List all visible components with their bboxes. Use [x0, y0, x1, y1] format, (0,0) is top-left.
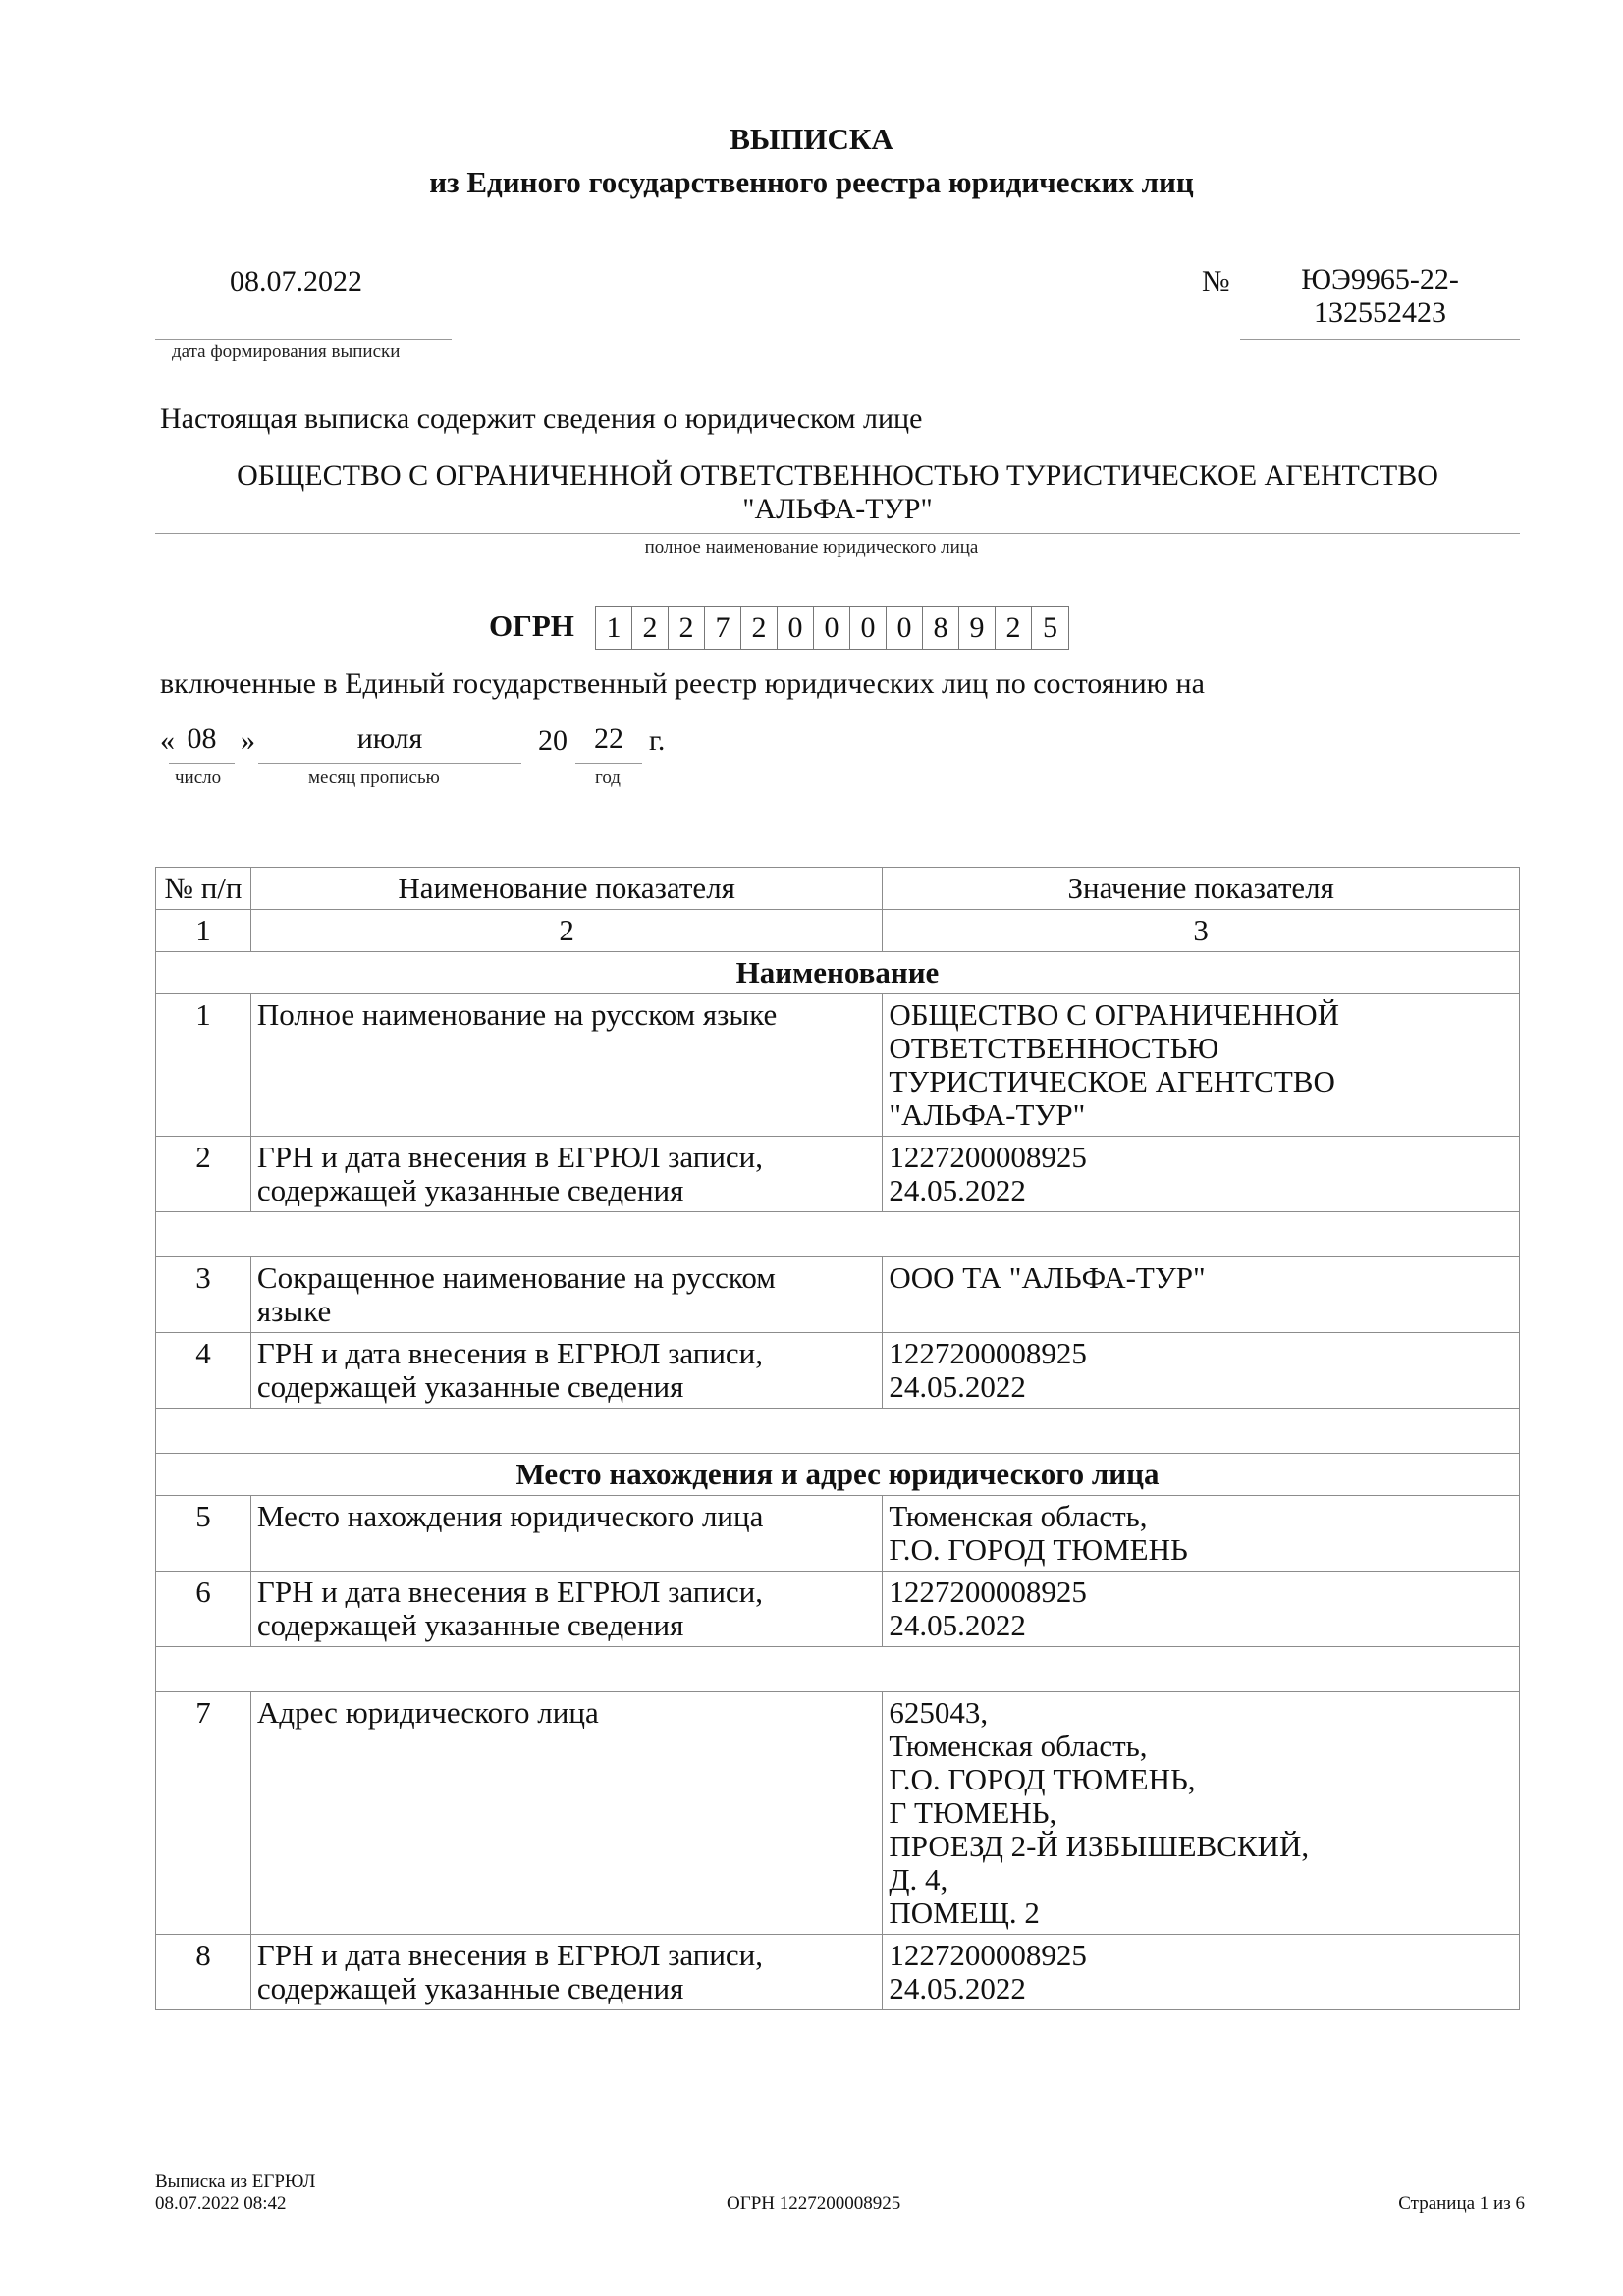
footer-document-name: Выписка из ЕГРЮЛ	[155, 2171, 316, 2192]
name-line: ГРН и дата внесения в ЕГРЮЛ записи,	[256, 1336, 764, 1370]
row-number: 1	[156, 994, 251, 1137]
value-line: Д. 4,	[889, 1862, 948, 1896]
row-value	[883, 1692, 1520, 1935]
value-line: ОБЩЕСТВО С ОГРАНИЧЕННОЙ	[889, 997, 1339, 1032]
row-number: 3	[156, 1257, 251, 1333]
name-line: Сокращенное наименование на русском	[256, 1260, 776, 1295]
ogrn-digit: 2	[741, 607, 778, 649]
row-value	[883, 1572, 1520, 1647]
ogrn-digit: 1	[596, 607, 632, 649]
year-field	[575, 722, 642, 764]
value-line: ПОМЕЩ. 2	[889, 1896, 1040, 1930]
month-field	[258, 722, 521, 764]
name-line: содержащей указанные сведения	[256, 1173, 684, 1207]
table-header-row	[156, 868, 1520, 910]
header-cell-number: № п/п	[156, 868, 251, 910]
included-text: включенные в Единый государственный реестр юридических лиц по состоянию на	[160, 667, 1205, 700]
spacer-row	[156, 1409, 1520, 1454]
document-subtitle: из Единого государственного реестра юридических лиц	[429, 165, 1194, 199]
value-line: ОТВЕТСТВЕННОСТЬЮ	[889, 1031, 1219, 1065]
value-line: Г ТЮМЕНЬ,	[889, 1795, 1057, 1830]
month-value: июля	[356, 722, 423, 755]
value-line: 1227200008925	[889, 1140, 1087, 1174]
value-line: 1227200008925	[889, 1938, 1087, 1972]
column-number-row	[156, 910, 1520, 952]
row-value	[883, 1257, 1520, 1333]
ogrn-digit: 2	[996, 607, 1032, 649]
name-line: содержащей указанные сведения	[256, 1608, 684, 1642]
document-title: ВЫПИСКА	[730, 122, 893, 156]
ogrn-digit-boxes	[595, 606, 1069, 650]
row-number: 4	[156, 1333, 251, 1409]
value-line: 24.05.2022	[889, 1608, 1026, 1642]
row-name	[250, 1333, 882, 1409]
ogrn-digit: 5	[1043, 611, 1057, 644]
row-name	[250, 1572, 882, 1647]
row-value	[883, 994, 1520, 1137]
year-caption: год	[595, 768, 621, 788]
table-row	[156, 1572, 1520, 1647]
row-number: 2	[156, 1137, 251, 1212]
row-name	[250, 1257, 882, 1333]
name-line: содержащей указанные сведения	[256, 1369, 684, 1404]
ogrn-digit: 8	[923, 607, 959, 649]
row-value	[883, 1137, 1520, 1212]
extract-date-field	[155, 263, 452, 340]
ogrn-digit: 0	[887, 607, 923, 649]
row-name: Адрес юридического лица	[250, 1692, 882, 1935]
column-number: 2	[250, 910, 882, 952]
row-number: 5	[156, 1496, 251, 1572]
row-number: 8	[156, 1935, 251, 2010]
row-value	[883, 1496, 1520, 1572]
info-table	[155, 867, 1520, 2010]
ogrn-label: ОГРН	[489, 609, 574, 643]
extract-number-field	[1240, 263, 1520, 340]
section-title: Место нахождения и адрес юридического лица	[156, 1454, 1520, 1496]
extract-date: 08.07.2022	[230, 265, 362, 297]
spacer-row	[156, 1647, 1520, 1692]
organization-full-name	[155, 459, 1520, 534]
row-value	[883, 1333, 1520, 1409]
ogrn-digit: 2	[669, 607, 705, 649]
value-line: "АЛЬФА-ТУР"	[889, 1097, 1086, 1132]
table-row	[156, 1257, 1520, 1333]
section-title: Наименование	[156, 952, 1520, 994]
name-line: содержащей указанные сведения	[256, 1971, 684, 2005]
extract-number-line1: ЮЭ9965-22-	[1301, 263, 1459, 295]
value-line: Г.О. ГОРОД ТЮМЕНЬ,	[889, 1762, 1196, 1796]
value-line: Тюменская область,	[889, 1729, 1148, 1763]
table-row	[156, 1935, 1520, 2010]
day-caption: число	[175, 768, 222, 788]
table-row	[156, 994, 1520, 1137]
row-name	[250, 1935, 882, 2010]
footer-ogrn: ОГРН 1227200008925	[727, 2193, 901, 2214]
row-number: 7	[156, 1692, 251, 1935]
header-cell-value: Значение показателя	[883, 868, 1520, 910]
day-field	[169, 722, 235, 764]
column-number: 1	[156, 910, 251, 952]
row-name: Место нахождения юридического лица	[250, 1496, 882, 1572]
value-line: 625043,	[889, 1695, 989, 1730]
value-line: Г.О. ГОРОД ТЮМЕНЬ	[889, 1532, 1188, 1567]
value-line: 1227200008925	[889, 1336, 1087, 1370]
value-line: Тюменская область,	[889, 1499, 1148, 1533]
ogrn-digit: 7	[705, 607, 741, 649]
name-line: ГРН и дата внесения в ЕГРЮЛ записи,	[256, 1938, 764, 1972]
value-line: ПРОЕЗД 2-Й ИЗБЫШЕВСКИЙ,	[889, 1829, 1310, 1863]
name-line: ГРН и дата внесения в ЕГРЮЛ записи,	[256, 1140, 764, 1174]
row-number: 6	[156, 1572, 251, 1647]
year-prefix: 20	[538, 724, 568, 757]
ogrn-digit: 2	[632, 607, 669, 649]
table-row	[156, 1692, 1520, 1935]
extract-number-line2: 132552423	[1314, 296, 1446, 329]
value-line: ООО ТА "АЛЬФА-ТУР"	[889, 1260, 1206, 1295]
table-row	[156, 1333, 1520, 1409]
table-row	[156, 1137, 1520, 1212]
footer-page-number: Страница 1 из 6	[1398, 2193, 1525, 2214]
value-line: 24.05.2022	[889, 1369, 1026, 1404]
ogrn-digit: 0	[850, 607, 887, 649]
close-quote: »	[241, 724, 255, 757]
year-suffix: 22	[594, 722, 623, 755]
section-row-address	[156, 1454, 1520, 1496]
ogrn-digit: 0	[814, 607, 850, 649]
row-value	[883, 1935, 1520, 2010]
intro-text: Настоящая выписка содержит сведения о юридическом лице	[160, 402, 923, 435]
footer-left	[155, 2171, 315, 2215]
organization-name-line2: "АЛЬФА-ТУР"	[742, 493, 933, 525]
extract-date-caption: дата формирования выписки	[172, 342, 401, 362]
value-line: ТУРИСТИЧЕСКОЕ АГЕНТСТВО	[889, 1064, 1335, 1098]
table-row	[156, 1496, 1520, 1572]
name-line: языке	[256, 1294, 332, 1328]
row-name	[250, 1137, 882, 1212]
ogrn-digit: 0	[778, 607, 814, 649]
extract-number-sign: №	[1202, 265, 1230, 297]
ogrn-digit: 9	[959, 607, 996, 649]
section-row-name	[156, 952, 1520, 994]
organization-name-caption: полное наименование юридического лица	[644, 537, 979, 558]
value-line: 24.05.2022	[889, 1971, 1026, 2005]
row-name: Полное наименование на русском языке	[250, 994, 882, 1137]
column-number: 3	[883, 910, 1520, 952]
organization-name-line1: ОБЩЕСТВО С ОГРАНИЧЕННОЙ ОТВЕТСТВЕННОСТЬЮ ТУРИСТИЧЕСКОЕ АГЕНТСТВО	[237, 459, 1438, 492]
value-line: 24.05.2022	[889, 1173, 1026, 1207]
open-quote: «	[160, 724, 175, 757]
header-cell-name: Наименование показателя	[250, 868, 882, 910]
name-line: ГРН и дата внесения в ЕГРЮЛ записи,	[256, 1575, 764, 1609]
month-caption: месяц прописью	[308, 768, 440, 788]
year-unit: г.	[649, 724, 666, 757]
day-value: 08	[187, 722, 217, 755]
footer-timestamp: 08.07.2022 08:42	[155, 2193, 287, 2214]
value-line: 1227200008925	[889, 1575, 1087, 1609]
spacer-row	[156, 1212, 1520, 1257]
